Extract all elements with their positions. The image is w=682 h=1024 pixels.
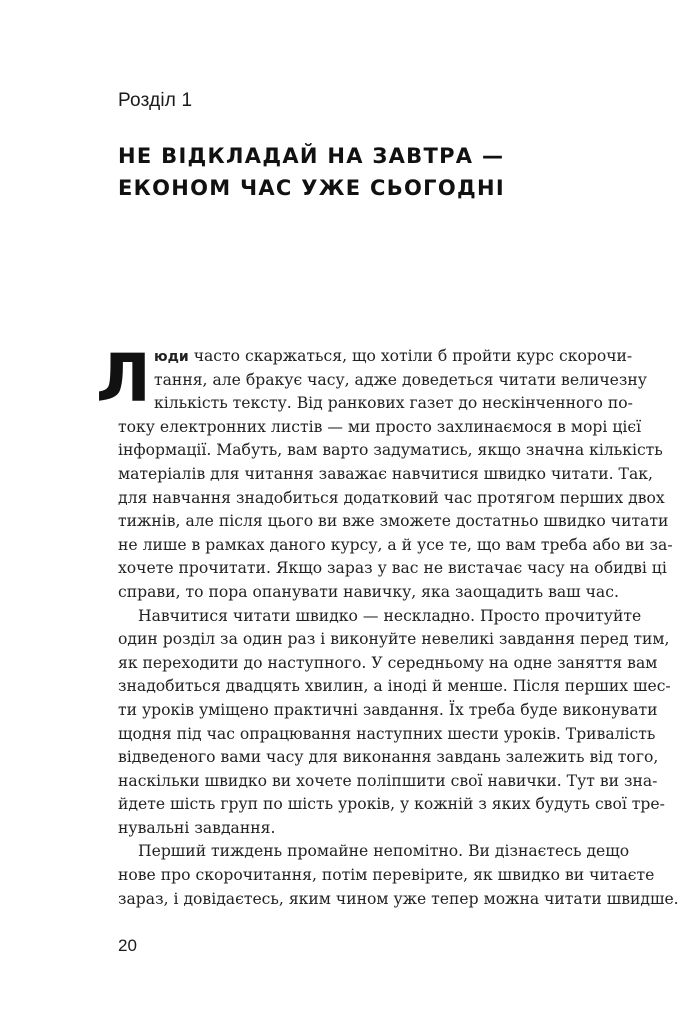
text-line: ти уроків уміщено практичні завдання. Їх треба буде виконувати [118,700,658,719]
text-fragment: часто скаржаться, що хотіли б пройти курс скорочи- [188,347,633,365]
text-line: хочете прочитати. Якщо зараз у вас не вистачає часу на обидві ці [118,559,667,578]
page-number: 20 [118,936,137,955]
text-line: тання, але бракує часу, адже доведеться читати величезну [154,370,647,389]
drop-cap: Л [96,340,151,417]
text-line: матеріалів для читання заважає навчитися швидко читати. Так, [118,464,653,483]
text-line: відведеного вами часу для виконання завдань залежить від того, [118,748,659,767]
text-line: тижнів, але після цього ви вже зможете достатньо швидко читати [118,512,669,531]
text-line: не лише в рамках даного курсу, а й усе те, що вам треба або ви за- [118,535,673,554]
text-line: один розділ за один раз і виконуйте невеликі завдання перед тим, [118,630,670,649]
text-line: наскільки швидко ви хочете поліпшити свої навички. Тут ви зна- [118,771,658,790]
paragraph-2 [118,605,671,841]
text-line: нувальні завдання. [118,818,276,837]
chapter-title-line: ЕКОНОМ ЧАС УЖЕ СЬОГОДНІ [118,176,505,200]
text-line: току електронних листів — ми просто захлинаємося в морі цієї [118,417,642,436]
text-line: нове про скорочитання, потім перевірите, як швидко ви читаєте [118,866,655,885]
text-line: як переходити до наступного. У середньому на одне заняття вам [118,653,658,672]
text-line: для навчання знадобиться додатковий час протягом перших двох [118,488,665,507]
text-line: Навчитися читати швидко — нескладно. Просто прочитуйте [138,606,642,625]
chapter-title [118,140,505,204]
text-line: йдете шість груп по шість уроків, у кожній з яких будуть свої тре- [118,795,665,814]
lead-word: юди [154,349,189,365]
chapter-title-line: НЕ ВІДКЛАДАЙ НА ЗАВТРА — [118,144,505,168]
paragraph-1 [96,340,673,605]
text-line: знадобиться двадцять хвилин, а іноді й менше. Після перших шес- [118,677,671,696]
text-line: щодня під час опрацювання наступних шести уроків. Тривалість [118,724,656,743]
chapter-label: Розділ 1 [118,90,193,111]
paragraph-3 [118,840,679,911]
body-text [96,340,679,911]
text-line: інформації. Мабуть, вам варто задуматись, якщо значна кількість [118,441,663,460]
text-line: справи, то пора опанувати навичку, яка заощадить ваш час. [118,582,619,601]
text-line: кількість тексту. Від ранкових газет до нескінченного по- [154,394,633,413]
text-line: зараз, і довідаєтесь, яким чином уже тепер можна читати швидше. [118,889,679,908]
text-line [118,345,633,369]
text-line: Перший тиждень промайне непомітно. Ви дізнаєтесь дещо [138,842,630,861]
